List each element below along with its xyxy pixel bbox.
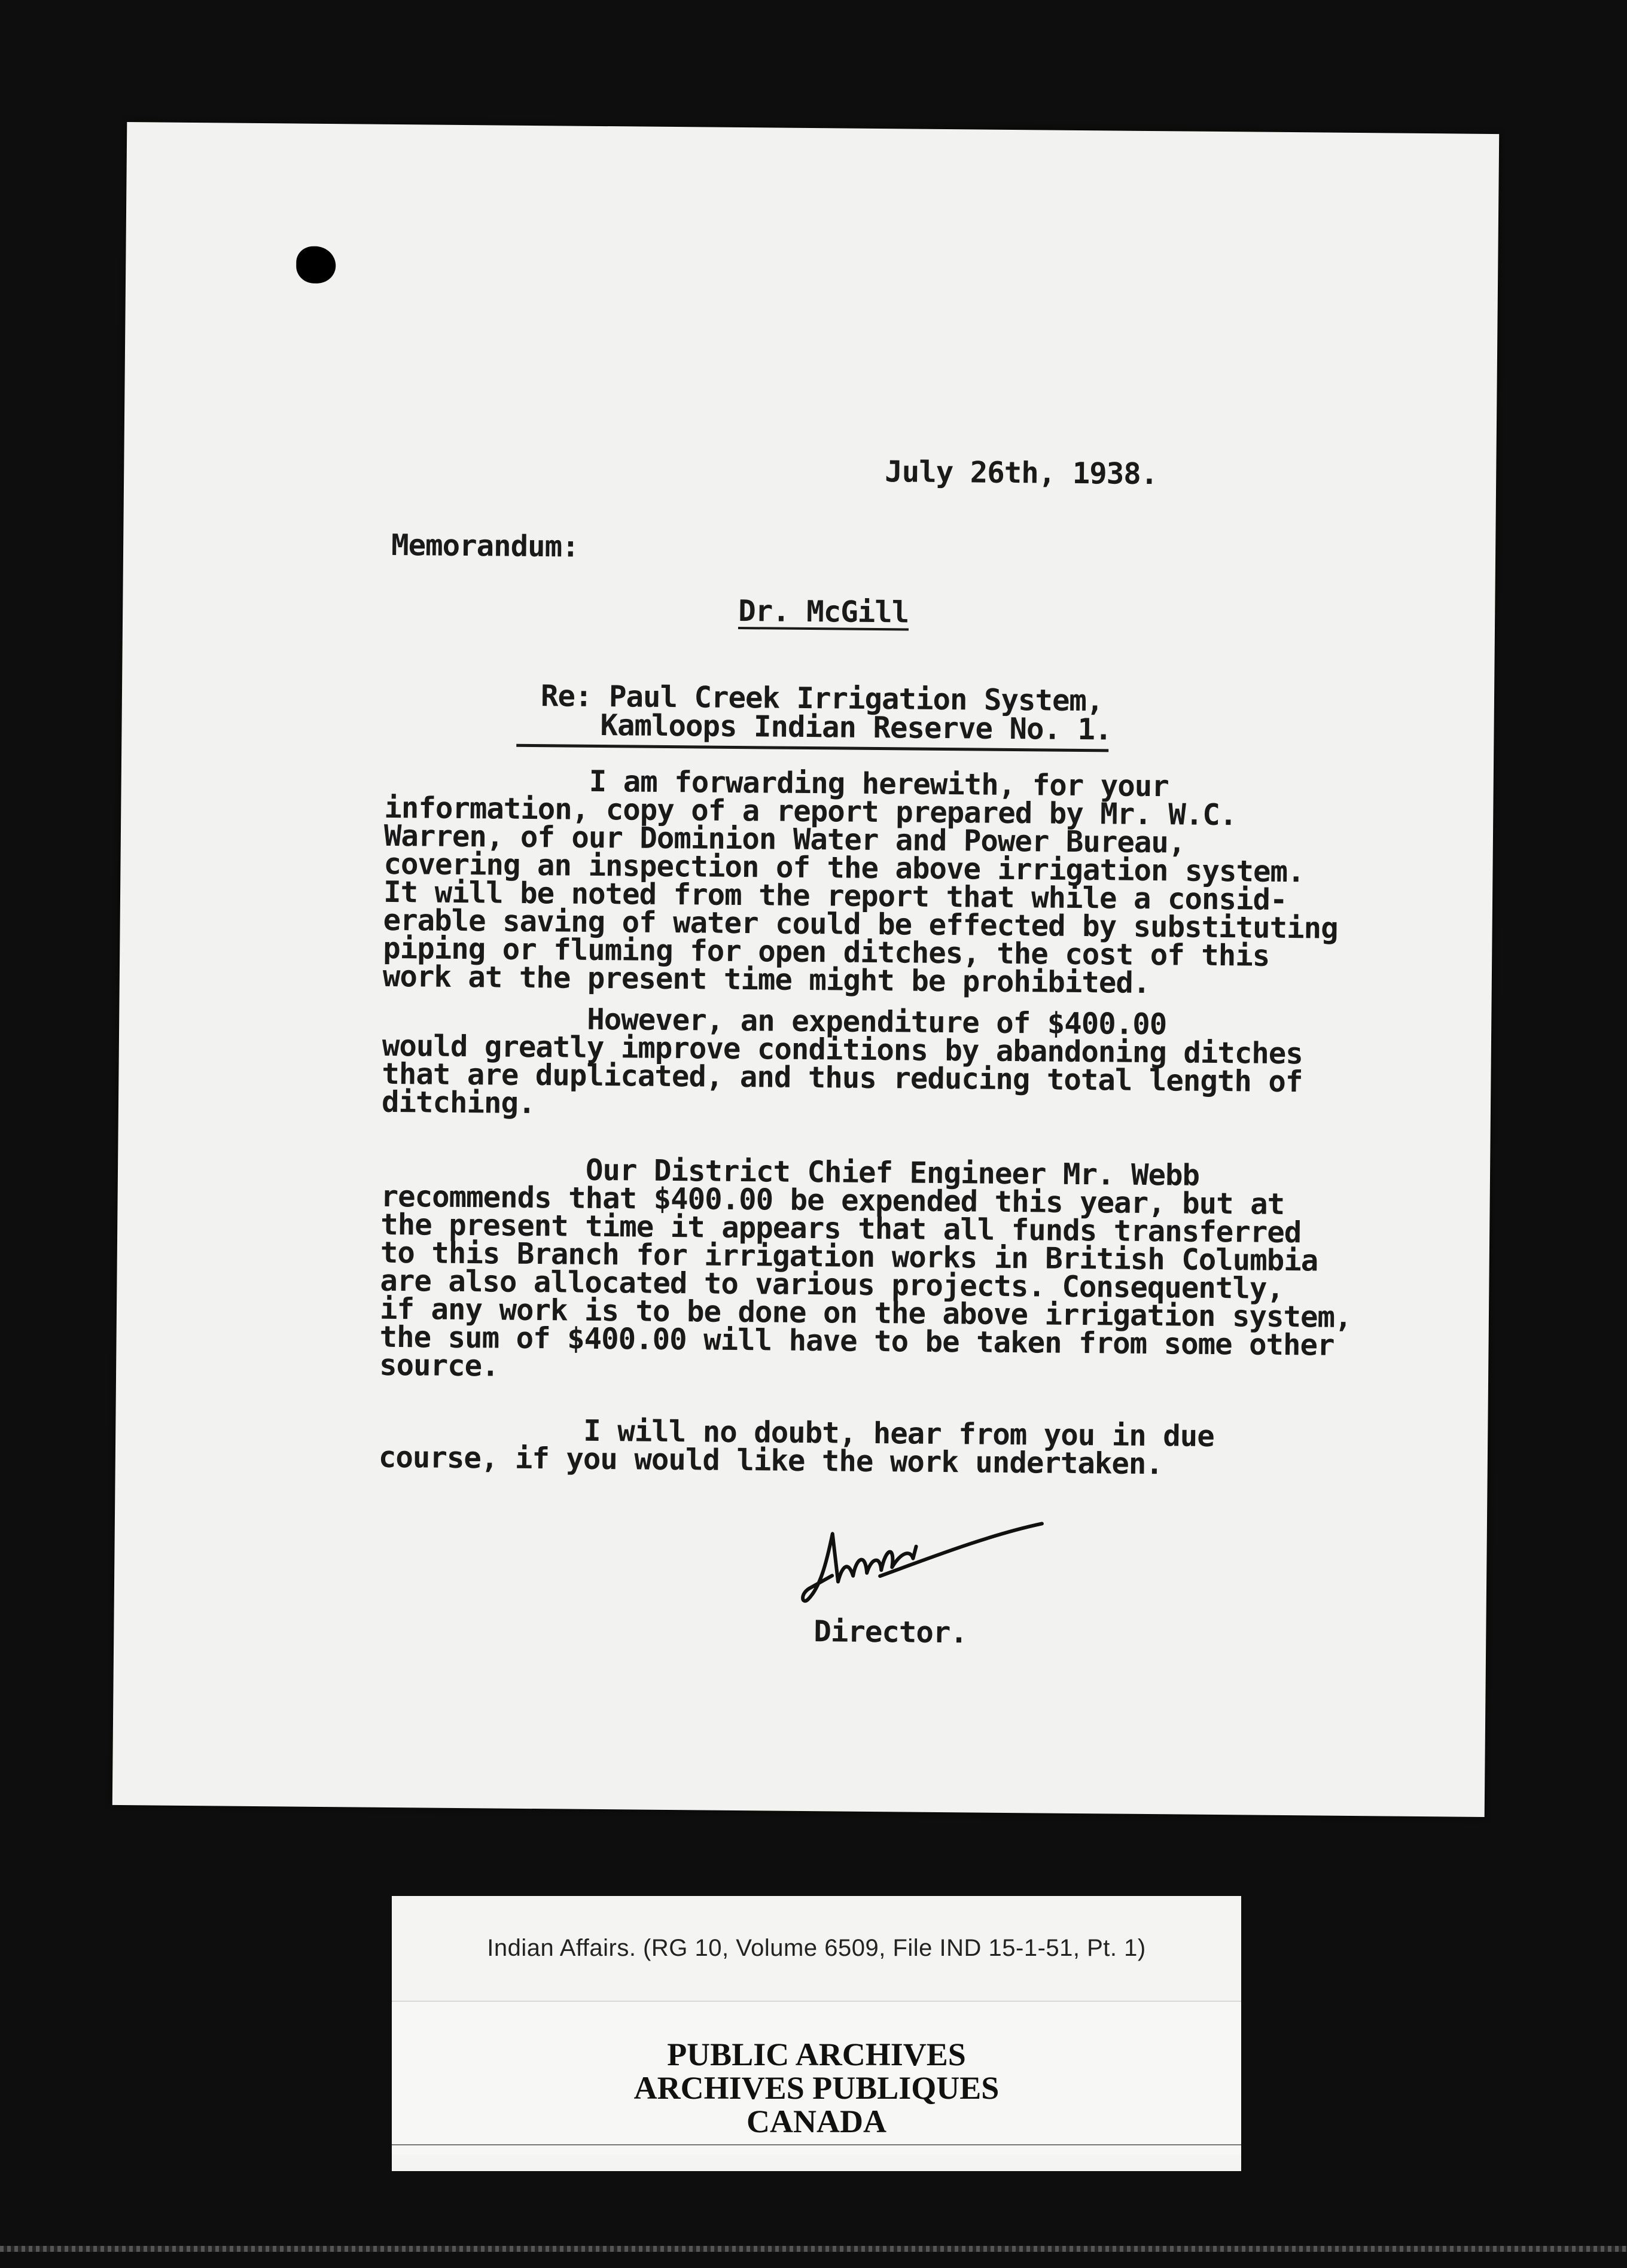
body-paragraph-4: I will no doubt, hear from you in due course, if you would like the work undertaken. (378, 1412, 1214, 1481)
signatory-title: Director. (814, 1614, 968, 1650)
archive-citation: Indian Affairs. (RG 10, Volume 6509, File IND 15-1-51, Pt. 1) (487, 1935, 1146, 1961)
letter-date: July 26th, 1938. (885, 455, 1158, 492)
label-divider (392, 2144, 1241, 2145)
ink-blot (296, 246, 336, 284)
archive-label-card (392, 1896, 1241, 2171)
subject-line-1: Re: Paul Creek Irrigation System, (540, 679, 1104, 718)
archive-name-english: PUBLIC ARCHIVES (667, 2037, 966, 2072)
body-paragraph-2: However, an expenditure of $400.00 would greatly improve conditions by abandoning ditches that are duplicated, and thus reducing total length of ditching. (381, 1000, 1303, 1121)
body-paragraph-1: I am forwarding herewith, for your information, copy of a report prepared by Mr. W.C. Warren, of our Dominion Water and Power Bureau, covering an inspection of the above irrigation system. It will be noted from the report that while a consid- erable saving of water could be effected by substituting piping or fluming for open ditches, the cost of this work at the present time might be prohibited. (382, 762, 1338, 1001)
archive-country: CANADA (747, 2104, 886, 2139)
archive-name-band (392, 2001, 1241, 2154)
body-paragraph-3: Our District Chief Engineer Mr. Webb recommends that $400.00 be expended this year, but at the present time it appears that all funds transferred to this Branch for irrigation works in British Columbia are also allocated to various projects. Consequently, if any work is to be done on the above irrigation system, the sum of $400.00 will have to be taken from some other source. (379, 1151, 1352, 1383)
handwritten-signature (796, 1510, 1055, 1620)
memo-label: Memorandum: (391, 528, 579, 564)
film-edge (0, 2246, 1627, 2252)
archive-name-french: ARCHIVES PUBLIQUES (633, 2070, 1000, 2106)
subject-line-2: Kamloops Indian Reserve No. 1. (600, 708, 1112, 747)
letter-page (112, 122, 1499, 1817)
addressee: Dr. McGill (738, 593, 909, 630)
